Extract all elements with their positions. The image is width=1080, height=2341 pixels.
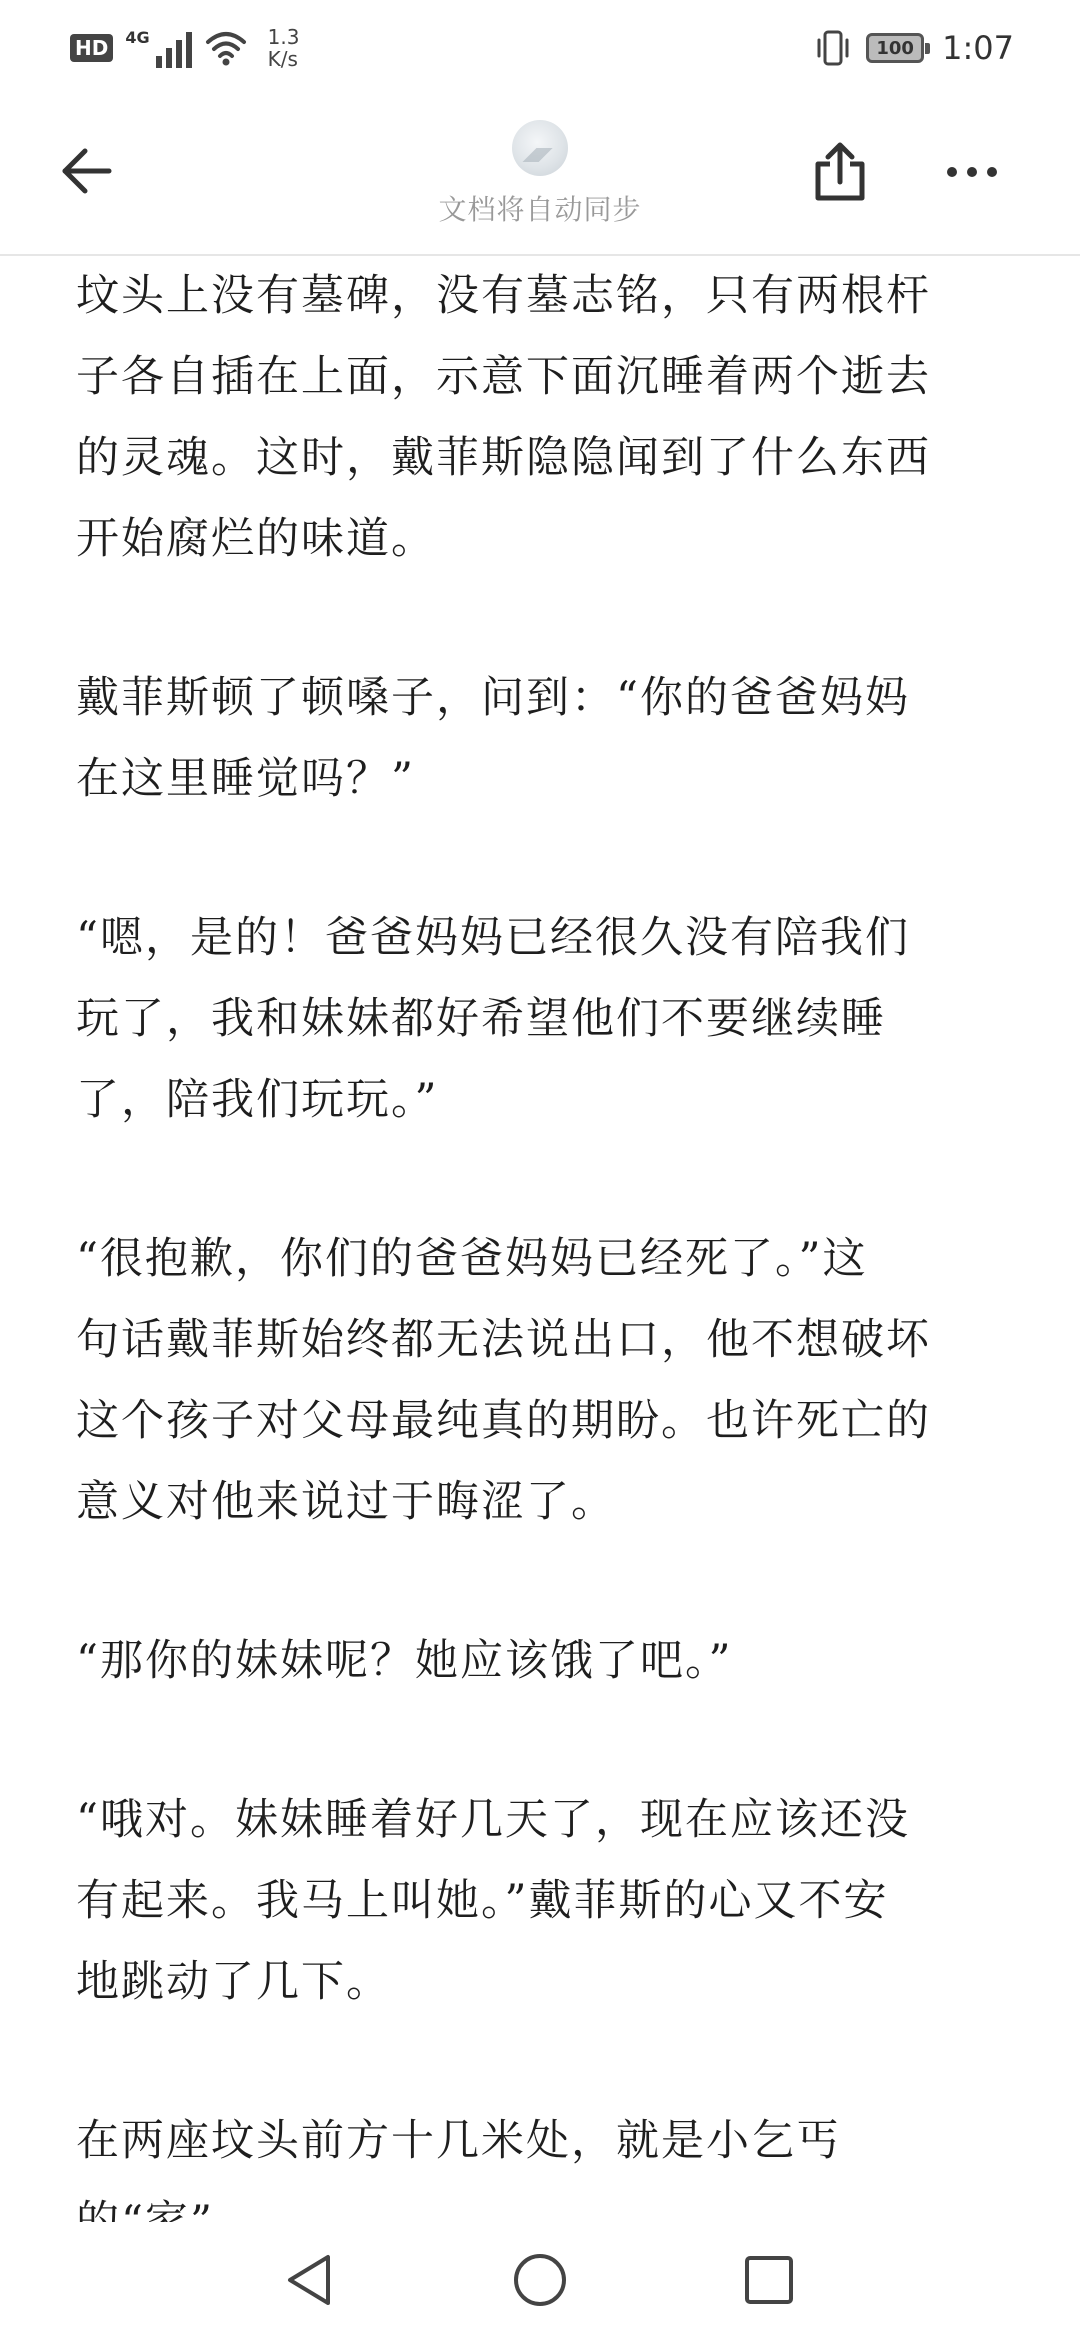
clock: 1:07 <box>942 29 1014 67</box>
nav-back-icon <box>282 2251 336 2309</box>
speed-unit: K/s <box>267 47 298 71</box>
doc-header <box>340 120 740 228</box>
arrow-left-icon <box>59 143 115 199</box>
document-body[interactable] <box>76 256 1006 2341</box>
speed-value: 1.3 <box>267 25 300 49</box>
avatar[interactable] <box>512 120 568 176</box>
more-icon <box>944 164 1000 180</box>
paragraph-6: “哦对。妹妹睡着好几天了，现在应该还没 有起来。我马上叫她。”戴菲斯的心又不安 地跳动了几下。 <box>76 1795 910 2007</box>
share-icon <box>810 140 870 202</box>
battery-icon <box>866 33 924 63</box>
navigation-bar <box>0 2222 1080 2340</box>
wifi-icon <box>204 28 248 68</box>
nav-home-button[interactable] <box>495 2240 585 2320</box>
nav-home-icon <box>511 2251 569 2309</box>
paragraph-7: 在两座坟头前方十几米处，就是小乞丐 <box>76 2116 841 2166</box>
network-speed <box>268 26 300 70</box>
status-left <box>70 18 299 78</box>
vibrate-icon <box>814 28 852 68</box>
share-button[interactable] <box>808 136 872 206</box>
back-button[interactable] <box>52 136 122 206</box>
paragraph-4: “很抱歉，你们的爸爸妈妈已经死了。”这 句话戴菲斯始终都无法说出口，他不想破坏 这个孩子对父母最纯真的期盼。也许死亡的 意义对他来说过于晦涩了。 <box>76 1234 931 1527</box>
more-button[interactable] <box>940 142 1004 202</box>
paragraph-1: 坟头上没有墓碑，没有墓志铭，只有两根杆 子各自插在上面，示意下面沉睡着两个逝去 的灵魂。这时，戴菲斯隐隐闻到了什么东西 开始腐烂的味道。 <box>76 271 931 564</box>
status-right <box>814 18 1014 78</box>
status-bar <box>0 0 1080 92</box>
paragraph-3: “嗯，是的！爸爸妈妈已经很久没有陪我们 玩了，我和妹妹都好希望他们不要继续睡 了，陪我们玩玩。” <box>76 913 910 1125</box>
hd-badge: HD <box>70 34 113 62</box>
nav-recent-icon <box>742 2253 796 2307</box>
battery-level: 100 <box>876 37 914 59</box>
paragraph-2: 戴菲斯顿了顿嗓子，问到：“你的爸爸妈妈 在这里睡觉吗？” <box>76 673 910 804</box>
signal-icon <box>125 28 191 68</box>
app-bar <box>0 92 1080 256</box>
network-type: 4G <box>125 28 150 47</box>
nav-back-button[interactable] <box>264 2240 354 2320</box>
sync-status: 文档将自动同步 <box>438 193 642 226</box>
nav-recent-button[interactable] <box>724 2240 814 2320</box>
paragraph-5: “那你的妹妹呢？她应该饿了吧。” <box>76 1636 733 1686</box>
